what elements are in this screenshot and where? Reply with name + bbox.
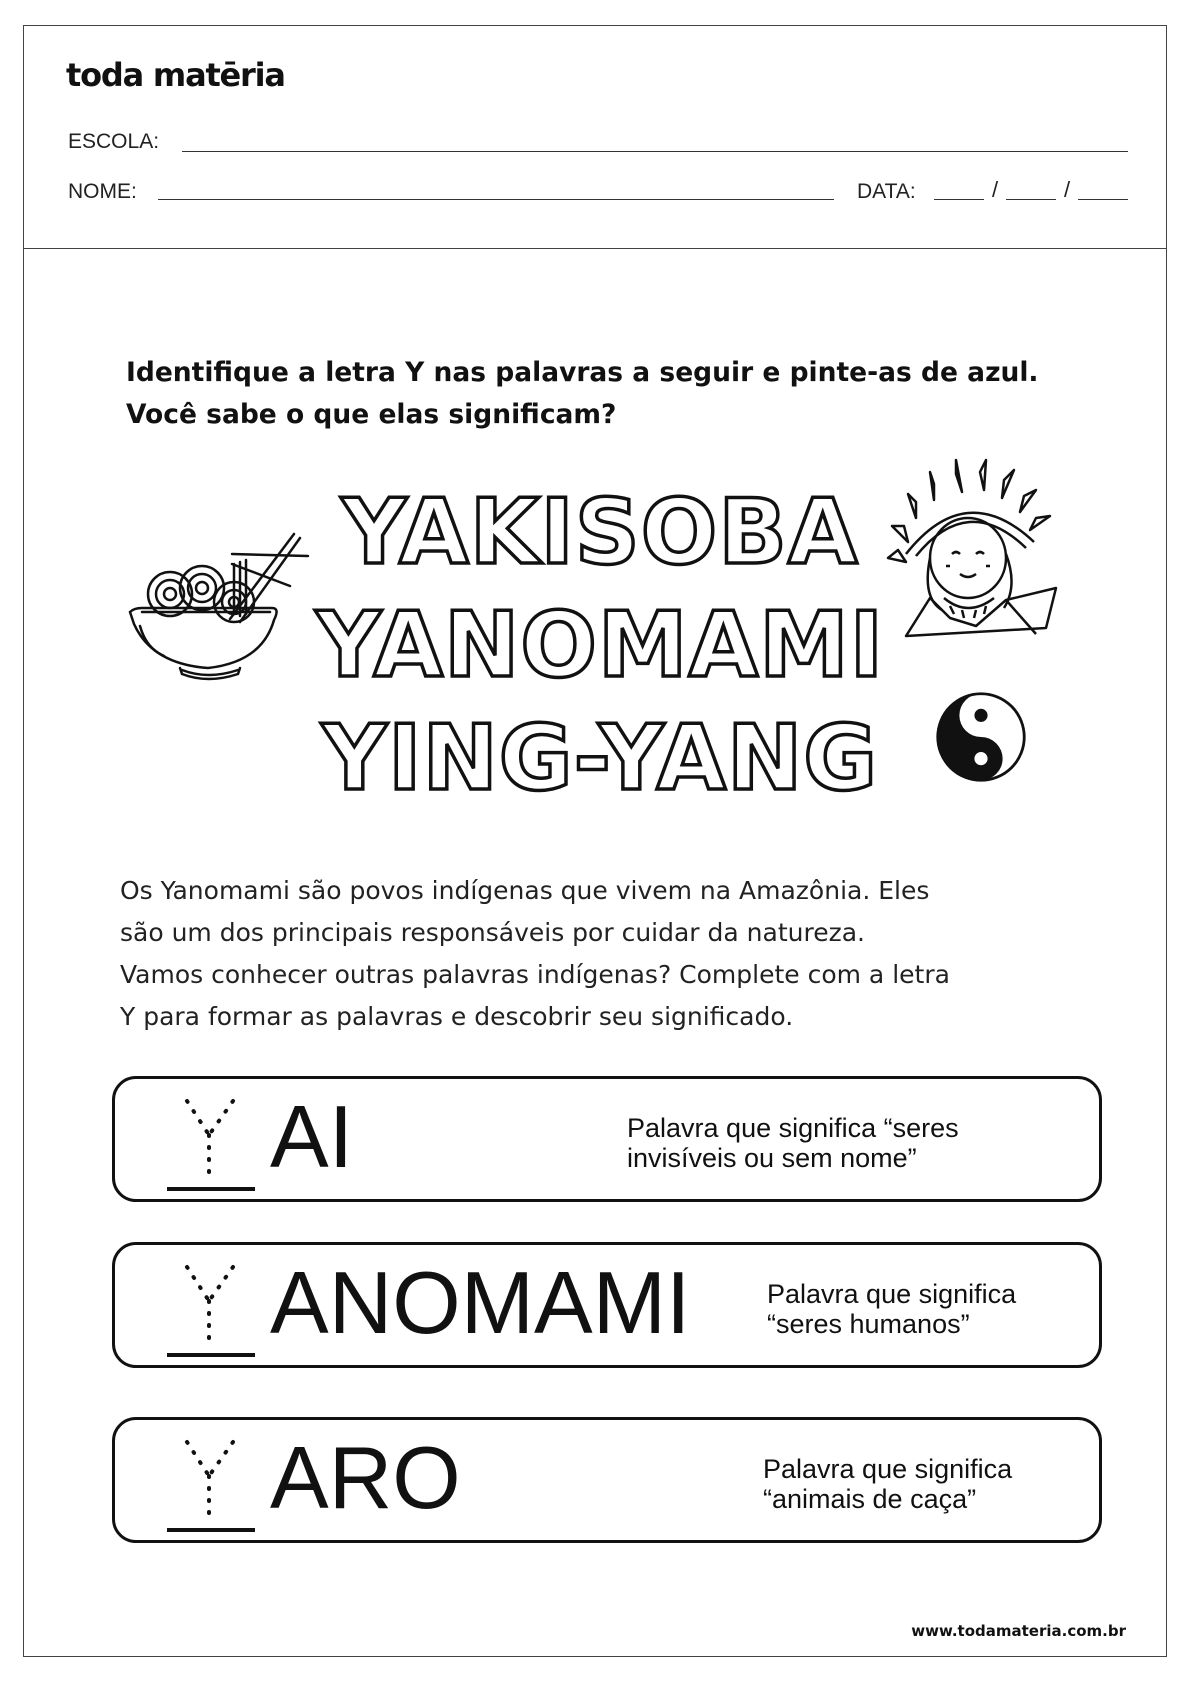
paragraph-line: Y para formar as palavras e descobrir seu significado. [120,1002,794,1031]
outline-word-yakisoba[interactable]: YAKISOBA [341,480,859,585]
school-label: ESCOLA: [68,130,160,153]
word-meaning-line: Palavra que significa [767,1279,1017,1309]
name-label: NOME: [68,180,137,203]
tracing-y-icon[interactable] [167,1261,257,1359]
date-day-field[interactable] [934,199,984,200]
instruction [126,352,1086,436]
word-meaning [763,1454,1012,1514]
yin-yang-icon [934,690,1028,784]
page-border [23,25,1167,1657]
exercise-box-ai [112,1076,1102,1202]
word-meaning-line: Palavra que significa “seres [627,1113,959,1143]
site-url: www.todamateria.com.br [911,1622,1126,1640]
instruction-line: Identifique a letra Y nas palavras a seguir e pinte-as de azul. [126,357,1039,388]
school-field[interactable] [182,151,1128,152]
word-meaning [767,1279,1016,1339]
word-meaning-line: invisíveis ou sem nome” [627,1143,917,1173]
outline-word-ying-yang[interactable]: YING-YANG [321,706,879,811]
word-meaning-line: “seres humanos” [767,1309,970,1339]
word-rest: ANOMAMI [270,1253,691,1352]
instruction-line: Você sabe o que elas significam? [126,399,617,430]
paragraph [120,870,1120,1038]
tracing-y-icon[interactable] [167,1095,257,1193]
date-month-field[interactable] [1006,199,1056,200]
header-divider [23,248,1167,249]
noodle-bowl-icon [122,524,322,684]
date-separator: / [992,177,999,202]
date-year-field[interactable] [1078,199,1128,200]
exercise-box-aro [112,1417,1102,1543]
word-rest: AI [270,1087,354,1186]
name-field[interactable] [158,199,834,200]
outline-word-yanomami[interactable]: YANOMAMI [315,593,885,698]
tracing-y-icon[interactable] [167,1436,257,1534]
logo: toda matēria [66,56,285,94]
paragraph-line: são um dos principais responsáveis por cuidar da natureza. [120,918,865,947]
date-label: DATA: [857,180,916,203]
word-meaning-line: Palavra que significa [763,1454,1013,1484]
outline-words [250,476,950,815]
paragraph-line: Os Yanomami são povos indígenas que vivem na Amazônia. Eles [120,876,930,905]
indigenous-person-icon [886,458,1066,638]
date-separator: / [1064,177,1071,202]
word-meaning [627,1113,959,1173]
paragraph-line: Vamos conhecer outras palavras indígenas? Complete com a letra [120,960,950,989]
exercise-box-anomami [112,1242,1102,1368]
word-rest: ARO [270,1428,461,1527]
word-meaning-line: “animais de caça” [763,1484,977,1514]
